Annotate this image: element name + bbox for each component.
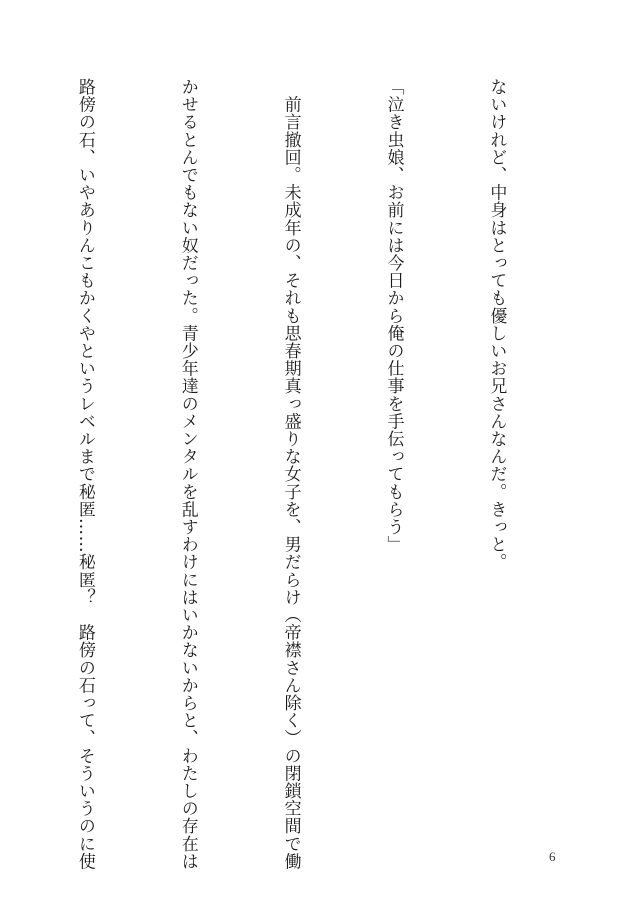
- text-line: 路傍の石、いやありんこもかくやというレベルまで秘匿……秘匿？ 路傍の石って、そういうのに使: [74, 78, 95, 870]
- text-line: かせるとんでもない奴だった。青少年達のメンタルを乱すわけにはいかないからと、わたしの存在は: [177, 78, 198, 870]
- text-line: 「泣き虫娘、お前には今日から俺の仕事を手伝ってもらう」: [383, 78, 404, 554]
- text-line: ないけれど、中身はとっても優しいお兄さんなんだ。きっと。: [486, 78, 507, 571]
- text-line: 前言撤回。未成年の、それも思春期真っ盛りな女子を、男だらけ（帝襟さん除く）の閉鎖空間で働: [280, 78, 301, 870]
- vertical-text-block: [0, 78, 582, 870]
- page-number: 6: [549, 849, 556, 864]
